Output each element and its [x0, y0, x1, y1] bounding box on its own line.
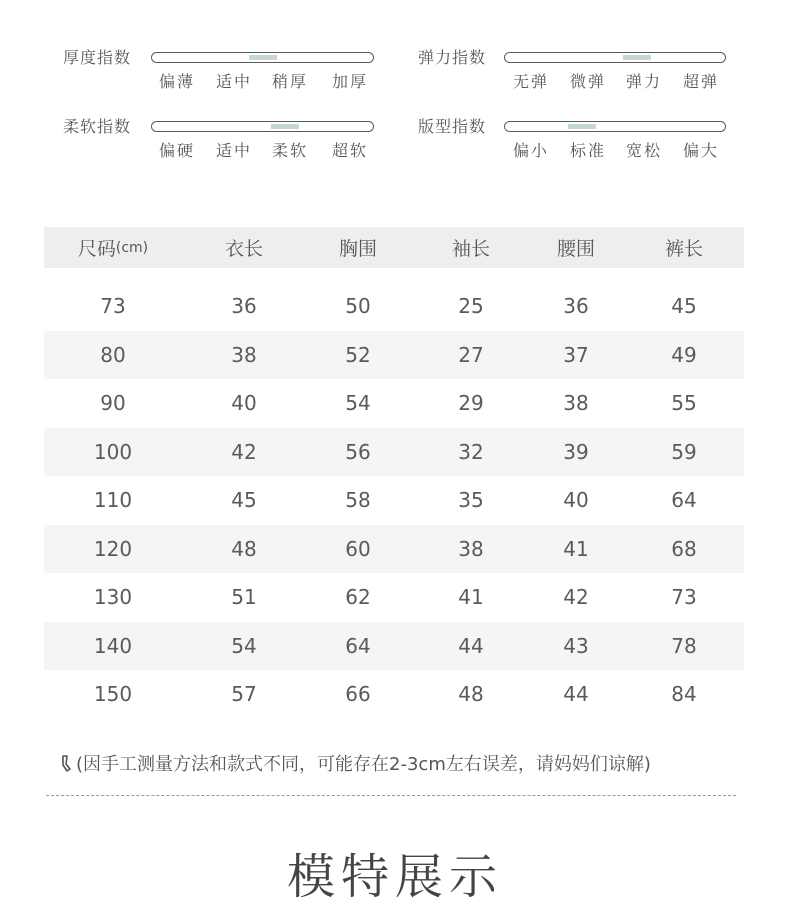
table-cell: 58 [345, 488, 371, 513]
table-header [44, 227, 744, 268]
gauge-tick-label: 适中 [215, 72, 253, 91]
table-cell: 51 [231, 585, 257, 610]
table-row [44, 331, 744, 380]
table-cell: 73 [100, 294, 126, 319]
table-cell: 43 [563, 633, 589, 658]
table-cell: 54 [231, 633, 257, 658]
table-cell: 68 [671, 536, 697, 561]
note-text: (因手工测量方法和款式不同，可能存在2-3cm左右误差，请妈妈们谅解) [76, 754, 651, 775]
table-row [44, 573, 744, 622]
gauge-tick-label: 偏薄 [158, 72, 196, 91]
table-row [44, 282, 744, 331]
table-cell: 32 [458, 439, 484, 464]
gauge-label: 弹力指数 [418, 48, 487, 67]
table-cell: 54 [345, 391, 371, 416]
header-cell: 裤长 [664, 238, 704, 260]
gauge-tick-label: 宽松 [625, 141, 663, 160]
table-cell: 100 [93, 439, 133, 464]
table-cell: 52 [345, 342, 371, 367]
table-cell: 48 [231, 536, 257, 561]
gauge-level-marker [271, 124, 299, 129]
table-row [44, 379, 744, 428]
gauge-tick-label: 标准 [569, 141, 607, 160]
table-cell: 38 [563, 391, 589, 416]
table-cell: 44 [458, 633, 484, 658]
table-cell: 45 [231, 488, 257, 513]
table-cell: 50 [345, 294, 371, 319]
table-cell: 78 [671, 633, 697, 658]
table-cell: 60 [345, 536, 371, 561]
gauge-label: 厚度指数 [63, 48, 132, 67]
gauge-label: 柔软指数 [63, 117, 132, 136]
gauge-tick-label: 稍厚 [271, 72, 309, 91]
size-table [44, 227, 744, 707]
section-title: 模特展示 [286, 849, 503, 905]
header-label: 尺码 [77, 238, 116, 260]
table-cell: 40 [563, 488, 589, 513]
table-cell: 36 [231, 294, 257, 319]
gauge-tick-label: 超弹 [682, 72, 720, 91]
table-cell: 57 [231, 682, 257, 707]
table-cell: 41 [458, 585, 484, 610]
table-cell: 150 [93, 682, 133, 707]
ruler-hand-icon [58, 752, 74, 774]
gauge-level-marker [249, 55, 277, 60]
gauge-tick-label: 偏大 [682, 141, 720, 160]
table-cell: 140 [93, 633, 133, 658]
header-cell: 袖长 [451, 238, 491, 260]
gauge-level-marker [568, 124, 596, 129]
header-cell: 腰围 [556, 238, 596, 260]
table-cell: 37 [563, 342, 589, 367]
gauge-tick-label: 偏硬 [158, 141, 196, 160]
table-cell: 29 [458, 391, 484, 416]
table-row [44, 476, 744, 525]
table-cell: 64 [345, 633, 371, 658]
table-cell: 39 [563, 439, 589, 464]
dashed-divider [46, 795, 736, 796]
gauge-fit [418, 114, 738, 164]
table-cell: 120 [93, 536, 133, 561]
table-cell: 90 [100, 391, 126, 416]
table-cell: 27 [458, 342, 484, 367]
table-cell: 25 [458, 294, 484, 319]
header-cell: 胸围 [338, 238, 378, 260]
table-cell: 66 [345, 682, 371, 707]
table-body [44, 268, 744, 719]
table-cell: 42 [563, 585, 589, 610]
gauge-tick-label: 柔软 [271, 141, 309, 160]
table-cell: 130 [93, 585, 133, 610]
gauge-tick-label: 超软 [331, 141, 369, 160]
gauge-tick-label: 适中 [215, 141, 253, 160]
gauge-thickness [63, 45, 383, 95]
gauge-track [151, 121, 374, 132]
gauge-scale [151, 138, 374, 160]
table-cell: 41 [563, 536, 589, 561]
gauge-softness [63, 114, 383, 164]
table-cell: 62 [345, 585, 371, 610]
gauge-scale [151, 69, 374, 91]
table-cell: 42 [231, 439, 257, 464]
gauge-track [151, 52, 374, 63]
table-cell: 44 [563, 682, 589, 707]
gauge-level-marker [623, 55, 651, 60]
measurement-note [58, 750, 651, 776]
table-cell: 64 [671, 488, 697, 513]
table-cell: 38 [231, 342, 257, 367]
table-cell: 49 [671, 342, 697, 367]
table-cell: 38 [458, 536, 484, 561]
gauge-tick-label: 无弹 [512, 72, 550, 91]
table-cell: 48 [458, 682, 484, 707]
gauge-scale [504, 138, 726, 160]
gauge-track [504, 52, 726, 63]
table-cell: 56 [345, 439, 371, 464]
table-cell: 80 [100, 342, 126, 367]
table-cell: 73 [671, 585, 697, 610]
table-cell: 59 [671, 439, 697, 464]
table-cell: 36 [563, 294, 589, 319]
gauge-track [504, 121, 726, 132]
gauge-scale [504, 69, 726, 91]
header-cell: 衣长 [224, 238, 264, 260]
gauge-tick-label: 偏小 [512, 141, 550, 160]
gauge-elasticity [418, 45, 738, 95]
table-row [44, 670, 744, 719]
table-cell: 35 [458, 488, 484, 513]
header-unit: (cm) [115, 239, 149, 256]
gauge-tick-label: 加厚 [331, 72, 369, 91]
table-cell: 55 [671, 391, 697, 416]
gauge-tick-label: 弹力 [625, 72, 663, 91]
table-cell: 45 [671, 294, 697, 319]
header-cell-size [78, 227, 148, 268]
gauge-tick-label: 微弹 [569, 72, 607, 91]
gauge-label: 版型指数 [418, 117, 487, 136]
table-cell: 84 [671, 682, 697, 707]
table-cell: 40 [231, 391, 257, 416]
table-cell: 110 [93, 488, 133, 513]
table-row [44, 428, 744, 477]
table-row [44, 525, 744, 574]
table-row [44, 622, 744, 671]
